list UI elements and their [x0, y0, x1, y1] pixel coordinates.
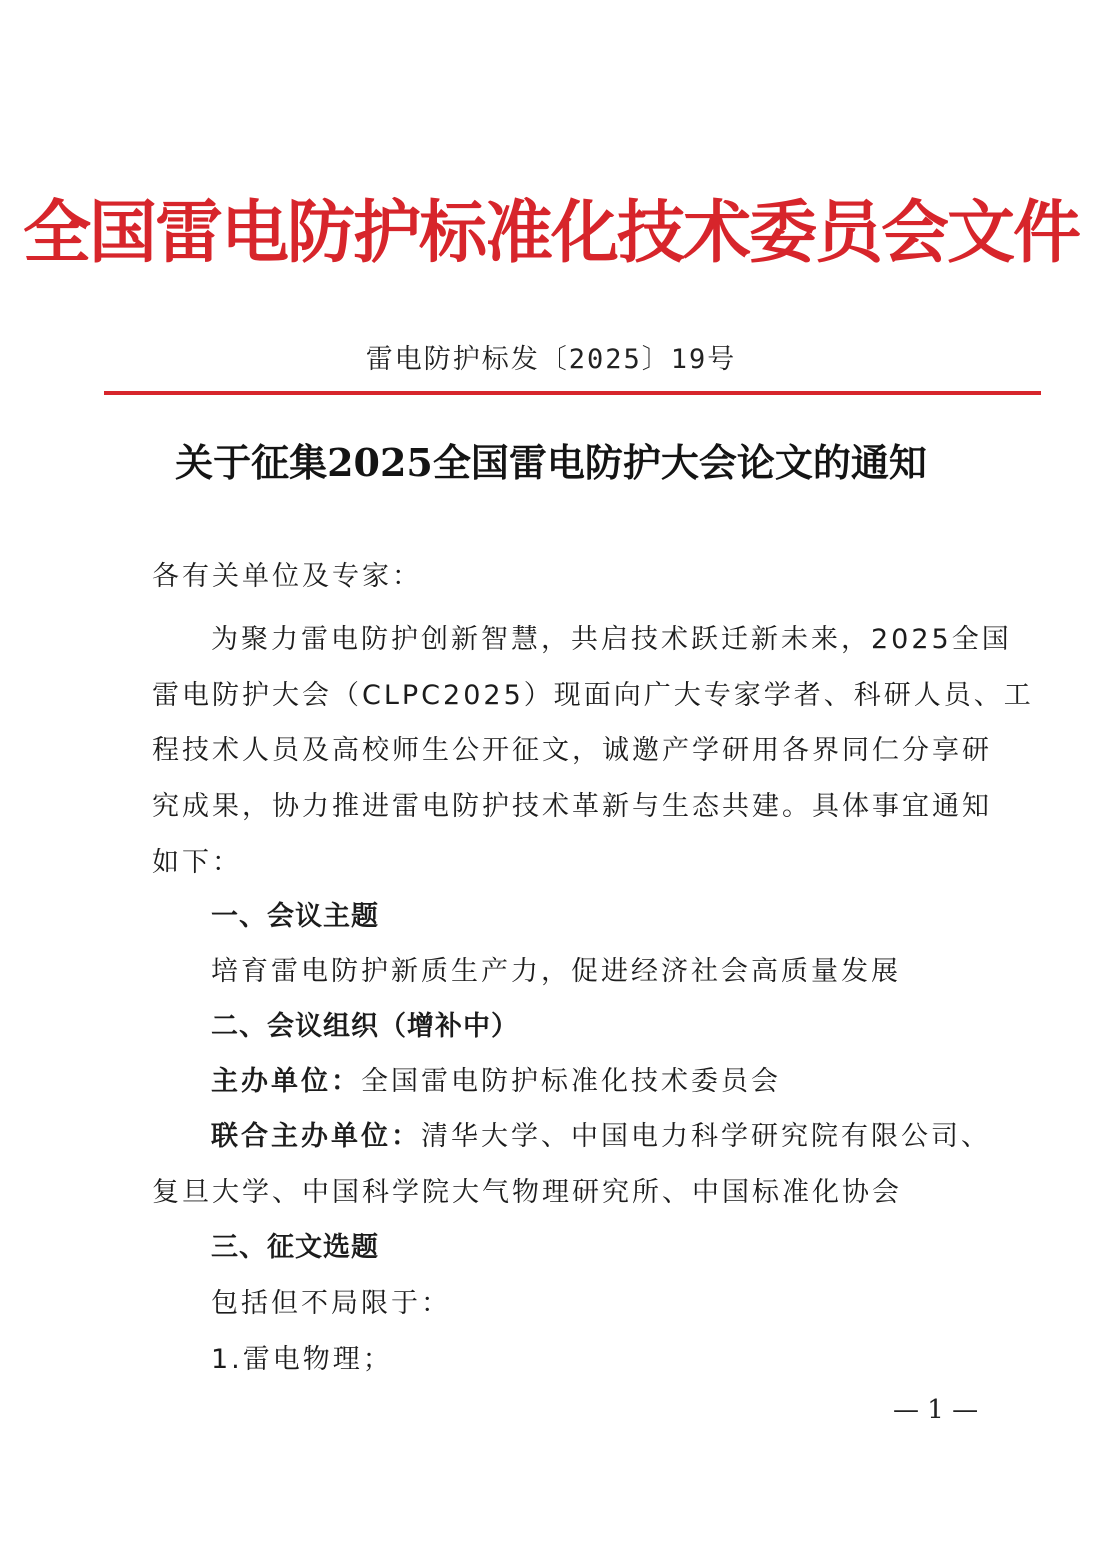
letterhead-red-divider — [104, 391, 1041, 395]
cohost-value-line-1: 清华大学、中国电力科学研究院有限公司、 — [421, 1121, 991, 1152]
notice-title: 关于征集2025全国雷电防护大会论文的通知 — [175, 440, 927, 485]
letterhead-org-title: 全国雷电防护标准化技术委员会文件 — [22, 193, 1079, 273]
intro-line-5: 如下： — [152, 847, 242, 878]
section-3-intro: 包括但不局限于： — [211, 1288, 451, 1319]
host-value: 全国雷电防护标准化技术委员会 — [361, 1066, 781, 1097]
section-1-text: 培育雷电防护新质生产力，促进经济社会高质量发展 — [211, 956, 901, 987]
host-label: 主办单位： — [211, 1066, 361, 1097]
cohost-label: 联合主办单位： — [211, 1121, 421, 1152]
topic-item-1: 1.雷电物理； — [211, 1344, 393, 1375]
page-number: — 1 — — [893, 1395, 979, 1425]
intro-line-2: 雷电防护大会（CLPC2025）现面向广大专家学者、科研人员、工 — [152, 680, 1034, 711]
section-3-heading: 三、征文选题 — [211, 1232, 379, 1263]
intro-line-3: 程技术人员及高校师生公开征文，诚邀产学研用各界同仁分享研 — [152, 735, 992, 766]
cohost-row — [211, 1117, 991, 1157]
document-number: 雷电防护标发〔2025〕19号 — [365, 344, 737, 375]
section-1-heading: 一、会议主题 — [211, 901, 379, 932]
salutation: 各有关单位及专家： — [152, 561, 422, 592]
intro-line-4: 究成果，协力推进雷电防护技术革新与生态共建。具体事宜通知 — [152, 791, 992, 822]
intro-line-1: 为聚力雷电防护创新智慧，共启技术跃迁新未来，2025全国 — [211, 624, 1012, 655]
cohost-value-line-2: 复旦大学、中国科学院大气物理研究所、中国标准化协会 — [152, 1177, 902, 1208]
host-row — [211, 1062, 781, 1102]
section-2-heading: 二、会议组织（增补中） — [211, 1011, 519, 1042]
